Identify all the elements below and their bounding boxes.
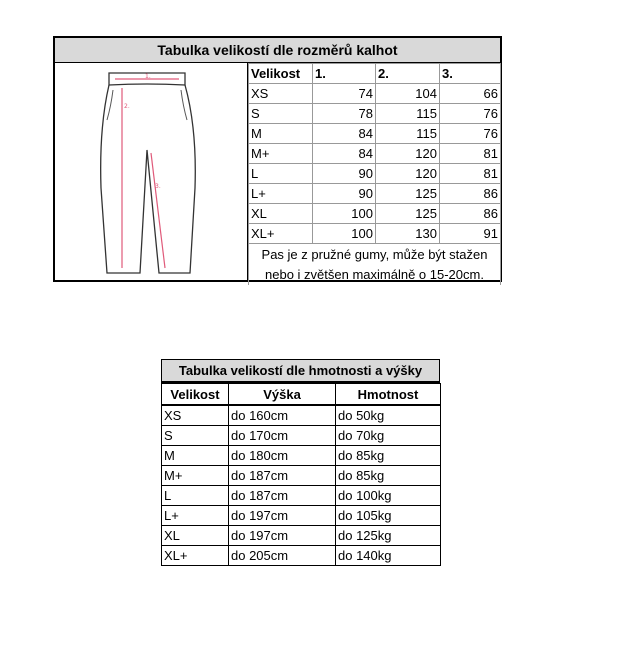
size-table-by-measurements (53, 36, 502, 282)
size-cell: M+ (162, 466, 229, 486)
table2-header-cell: Velikost (162, 384, 229, 406)
height-cell: do 160cm (229, 405, 336, 426)
table1-header-cell: 1. (313, 64, 376, 84)
value-cell: 84 (313, 144, 376, 164)
value-cell: 120 (376, 164, 440, 184)
diagram-label-3: 3. (155, 183, 161, 190)
size-cell: XL (162, 526, 229, 546)
value-cell: 86 (440, 204, 501, 224)
table-row (162, 526, 441, 546)
value-cell: 74 (313, 84, 376, 104)
weight-cell: do 85kg (336, 466, 441, 486)
table1-header-cell: 2. (376, 64, 440, 84)
table-row (249, 104, 501, 124)
value-cell: 86 (440, 184, 501, 204)
pants-diagram (85, 68, 220, 276)
value-cell: 90 (313, 184, 376, 204)
value-cell: 115 (376, 104, 440, 124)
diagram-label-1: 1. (145, 73, 151, 80)
note-row (249, 244, 501, 286)
table-row (162, 405, 441, 426)
value-cell: 91 (440, 224, 501, 244)
table1-grid (248, 63, 501, 285)
value-cell: 104 (376, 84, 440, 104)
weight-cell: do 85kg (336, 446, 441, 466)
value-cell: 81 (440, 164, 501, 184)
height-cell: do 180cm (229, 446, 336, 466)
size-cell: M (249, 124, 313, 144)
table2-title: Tabulka velikostí dle hmotnosti a výšky (161, 359, 440, 383)
table1-header-row (249, 64, 501, 84)
size-cell: XS (249, 84, 313, 104)
value-cell: 90 (313, 164, 376, 184)
size-cell: XS (162, 405, 229, 426)
table1-header-cell: 3. (440, 64, 501, 84)
value-cell: 78 (313, 104, 376, 124)
table2-header-row (162, 384, 441, 406)
size-cell: S (249, 104, 313, 124)
table-row (249, 184, 501, 204)
size-cell: L+ (249, 184, 313, 204)
size-cell: S (162, 426, 229, 446)
height-cell: do 187cm (229, 466, 336, 486)
table-row (162, 546, 441, 566)
table2-header-cell: Hmotnost (336, 384, 441, 406)
value-cell: 120 (376, 144, 440, 164)
table-row (249, 144, 501, 164)
value-cell: 125 (376, 184, 440, 204)
elastic-waist-note: Pas je z pružné gumy, může být stažen nebo i zvětšen maximálně o 15-20cm. (249, 244, 501, 286)
table-row (249, 224, 501, 244)
height-cell: do 187cm (229, 486, 336, 506)
table-row (249, 164, 501, 184)
weight-cell: do 140kg (336, 546, 441, 566)
size-cell: XL (249, 204, 313, 224)
table-row (162, 466, 441, 486)
table1-header-cell: Velikost (249, 64, 313, 84)
height-cell: do 197cm (229, 526, 336, 546)
table-row (249, 124, 501, 144)
height-cell: do 170cm (229, 426, 336, 446)
value-cell: 81 (440, 144, 501, 164)
size-cell: M (162, 446, 229, 466)
value-cell: 76 (440, 104, 501, 124)
weight-cell: do 100kg (336, 486, 441, 506)
weight-cell: do 105kg (336, 506, 441, 526)
size-cell: L+ (162, 506, 229, 526)
value-cell: 130 (376, 224, 440, 244)
value-cell: 115 (376, 124, 440, 144)
size-cell: XL+ (162, 546, 229, 566)
size-cell: L (162, 486, 229, 506)
table-row (162, 446, 441, 466)
table-row (162, 426, 441, 446)
size-cell: L (249, 164, 313, 184)
table-row (249, 204, 501, 224)
weight-cell: do 70kg (336, 426, 441, 446)
table2-grid (161, 383, 441, 566)
weight-cell: do 50kg (336, 405, 441, 426)
value-cell: 100 (313, 224, 376, 244)
table-row (162, 506, 441, 526)
size-table-by-weight-height (161, 359, 440, 566)
size-cell: M+ (249, 144, 313, 164)
value-cell: 125 (376, 204, 440, 224)
table1-title: Tabulka velikostí dle rozměrů kalhot (55, 38, 500, 63)
pants-diagram-cell (55, 63, 248, 280)
value-cell: 76 (440, 124, 501, 144)
table-row (162, 486, 441, 506)
height-cell: do 205cm (229, 546, 336, 566)
diagram-label-2: 2. (124, 103, 130, 110)
value-cell: 84 (313, 124, 376, 144)
height-cell: do 197cm (229, 506, 336, 526)
weight-cell: do 125kg (336, 526, 441, 546)
table2-header-cell: Výška (229, 384, 336, 406)
value-cell: 100 (313, 204, 376, 224)
size-cell: XL+ (249, 224, 313, 244)
table-row (249, 84, 501, 104)
value-cell: 66 (440, 84, 501, 104)
